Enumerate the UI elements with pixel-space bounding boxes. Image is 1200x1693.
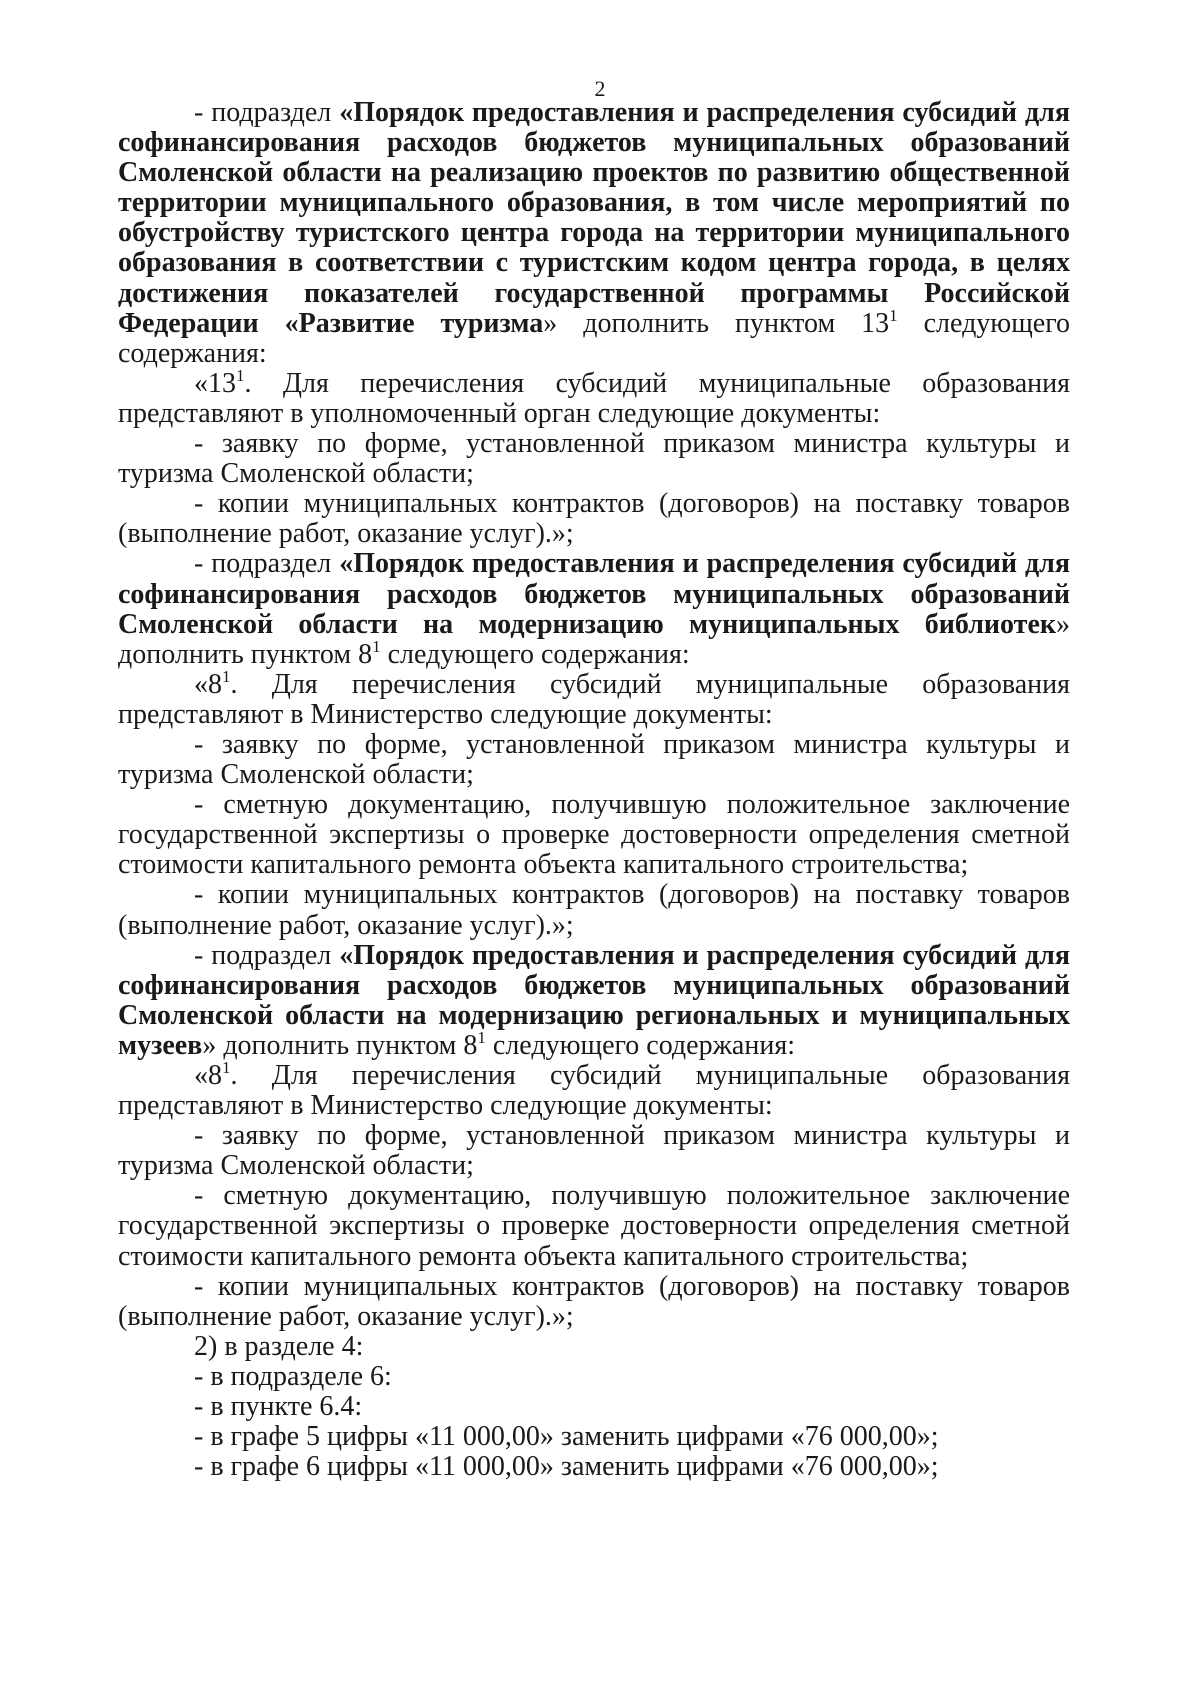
paragraph bbox=[118, 549, 1070, 669]
paragraph: 2) в разделе 4: bbox=[194, 1330, 364, 1362]
paragraph: - сметную документацию, получившую положительное заключение государственной экспертизы о проверке достоверности определения сметной стоимости капитального ремонта объекта капитального строительства; bbox=[118, 1180, 1070, 1272]
paragraph bbox=[118, 941, 1070, 1061]
paragraph: - копии муниципальных контрактов (договоров) на поставку товаров (выполнение работ, оказание услуг).»; bbox=[118, 488, 1070, 550]
paragraph-text: «13 bbox=[194, 367, 236, 399]
paragraph: - заявку по форме, установленной приказом министра культуры и туризма Смоленской области; bbox=[118, 728, 1070, 791]
paragraph: - сметную документацию, получившую положительное заключение государственной экспертизы о проверке достоверности определения сметной стоимости капитального ремонта объекта капитального строительства; bbox=[118, 789, 1070, 881]
subsection-title: «Порядок предоставления и распределения субсидий для софинансирования расходов бюджетов муниципальных образований Смоленской области на модернизацию муниципальных библиотек bbox=[118, 548, 1070, 640]
paragraph bbox=[118, 666, 1070, 730]
paragraph-text: . Для перечисления субсидий муниципальные образования представляют в Министерство следующие документы: bbox=[118, 668, 1070, 730]
paragraph-text: . Для перечисления субсидий муниципальные образования представляют в Министерство следующие документы: bbox=[118, 1060, 1070, 1122]
paragraph-text: следующего содержания: bbox=[485, 1029, 795, 1061]
superscript: 1 bbox=[236, 365, 245, 385]
paragraph-text: » дополнить пунктом 8 bbox=[202, 1029, 478, 1061]
page-number: 2 bbox=[594, 76, 606, 101]
subsection-title: «Порядок предоставления и распределения субсидий для софинансирования расходов бюджетов муниципальных образований Смоленской области на реализацию проектов по развитию общественной территории муниципального образования, в том числе мероприятий по обустройству туристского центра города на территории муниципального образования в соответствии с туристским кодом центра города, в целях достижения показателей государственной программы Российской Федерации «Развитие туризма bbox=[118, 97, 1070, 339]
paragraph-text: » дополнить пунктом 8 bbox=[118, 608, 1070, 670]
document-body bbox=[118, 98, 1070, 1482]
paragraph: - в подразделе 6: bbox=[194, 1360, 392, 1392]
paragraph bbox=[118, 365, 1070, 429]
paragraph-text: «8 bbox=[194, 668, 222, 700]
paragraph-text: «8 bbox=[194, 1060, 222, 1091]
paragraph-text: » дополнить пунктом 13 bbox=[543, 307, 890, 339]
superscript: 1 bbox=[222, 1058, 231, 1077]
paragraph: - заявку по форме, установленной приказом министра культуры и туризма Смоленской области; bbox=[118, 1120, 1070, 1182]
superscript: 1 bbox=[372, 636, 381, 656]
paragraph-text: - подраздел bbox=[194, 939, 340, 971]
paragraph-text: следующего содержания: bbox=[380, 638, 690, 670]
paragraph-text: . Для перечисления субсидий муниципальные образования представляют в уполномоченный орган следующие документы: bbox=[118, 367, 1070, 429]
paragraph bbox=[118, 1058, 1070, 1122]
paragraph: - в пункте 6.4: bbox=[194, 1391, 363, 1423]
superscript: 1 bbox=[889, 305, 898, 325]
paragraph: - в графе 5 цифры «11 000,00» заменить цифрами «76 000,00»; bbox=[194, 1421, 939, 1453]
paragraph: - заявку по форме, установленной приказом министра культуры и туризма Смоленской области; bbox=[118, 428, 1070, 490]
paragraph: - копии муниципальных контрактов (договоров) на поставку товаров (выполнение работ, оказание услуг).»; bbox=[118, 879, 1070, 941]
superscript: 1 bbox=[222, 666, 231, 686]
paragraph bbox=[118, 98, 1070, 369]
paragraph-text: следующего содержания: bbox=[118, 307, 1071, 369]
paragraph-text: - подраздел bbox=[194, 548, 340, 580]
paragraph-text: - подраздел bbox=[194, 97, 340, 128]
superscript: 1 bbox=[477, 1027, 486, 1047]
paragraph: - копии муниципальных контрактов (договоров) на поставку товаров (выполнение работ, оказание услуг).»; bbox=[118, 1270, 1070, 1332]
paragraph: - в графе 6 цифры «11 000,00» заменить цифрами «76 000,00»; bbox=[194, 1451, 939, 1483]
subsection-title: «Порядок предоставления и распределения субсидий для софинансирования расходов бюджетов муниципальных образований Смоленской области на модернизацию региональных и муниципальных музеев bbox=[118, 939, 1070, 1061]
